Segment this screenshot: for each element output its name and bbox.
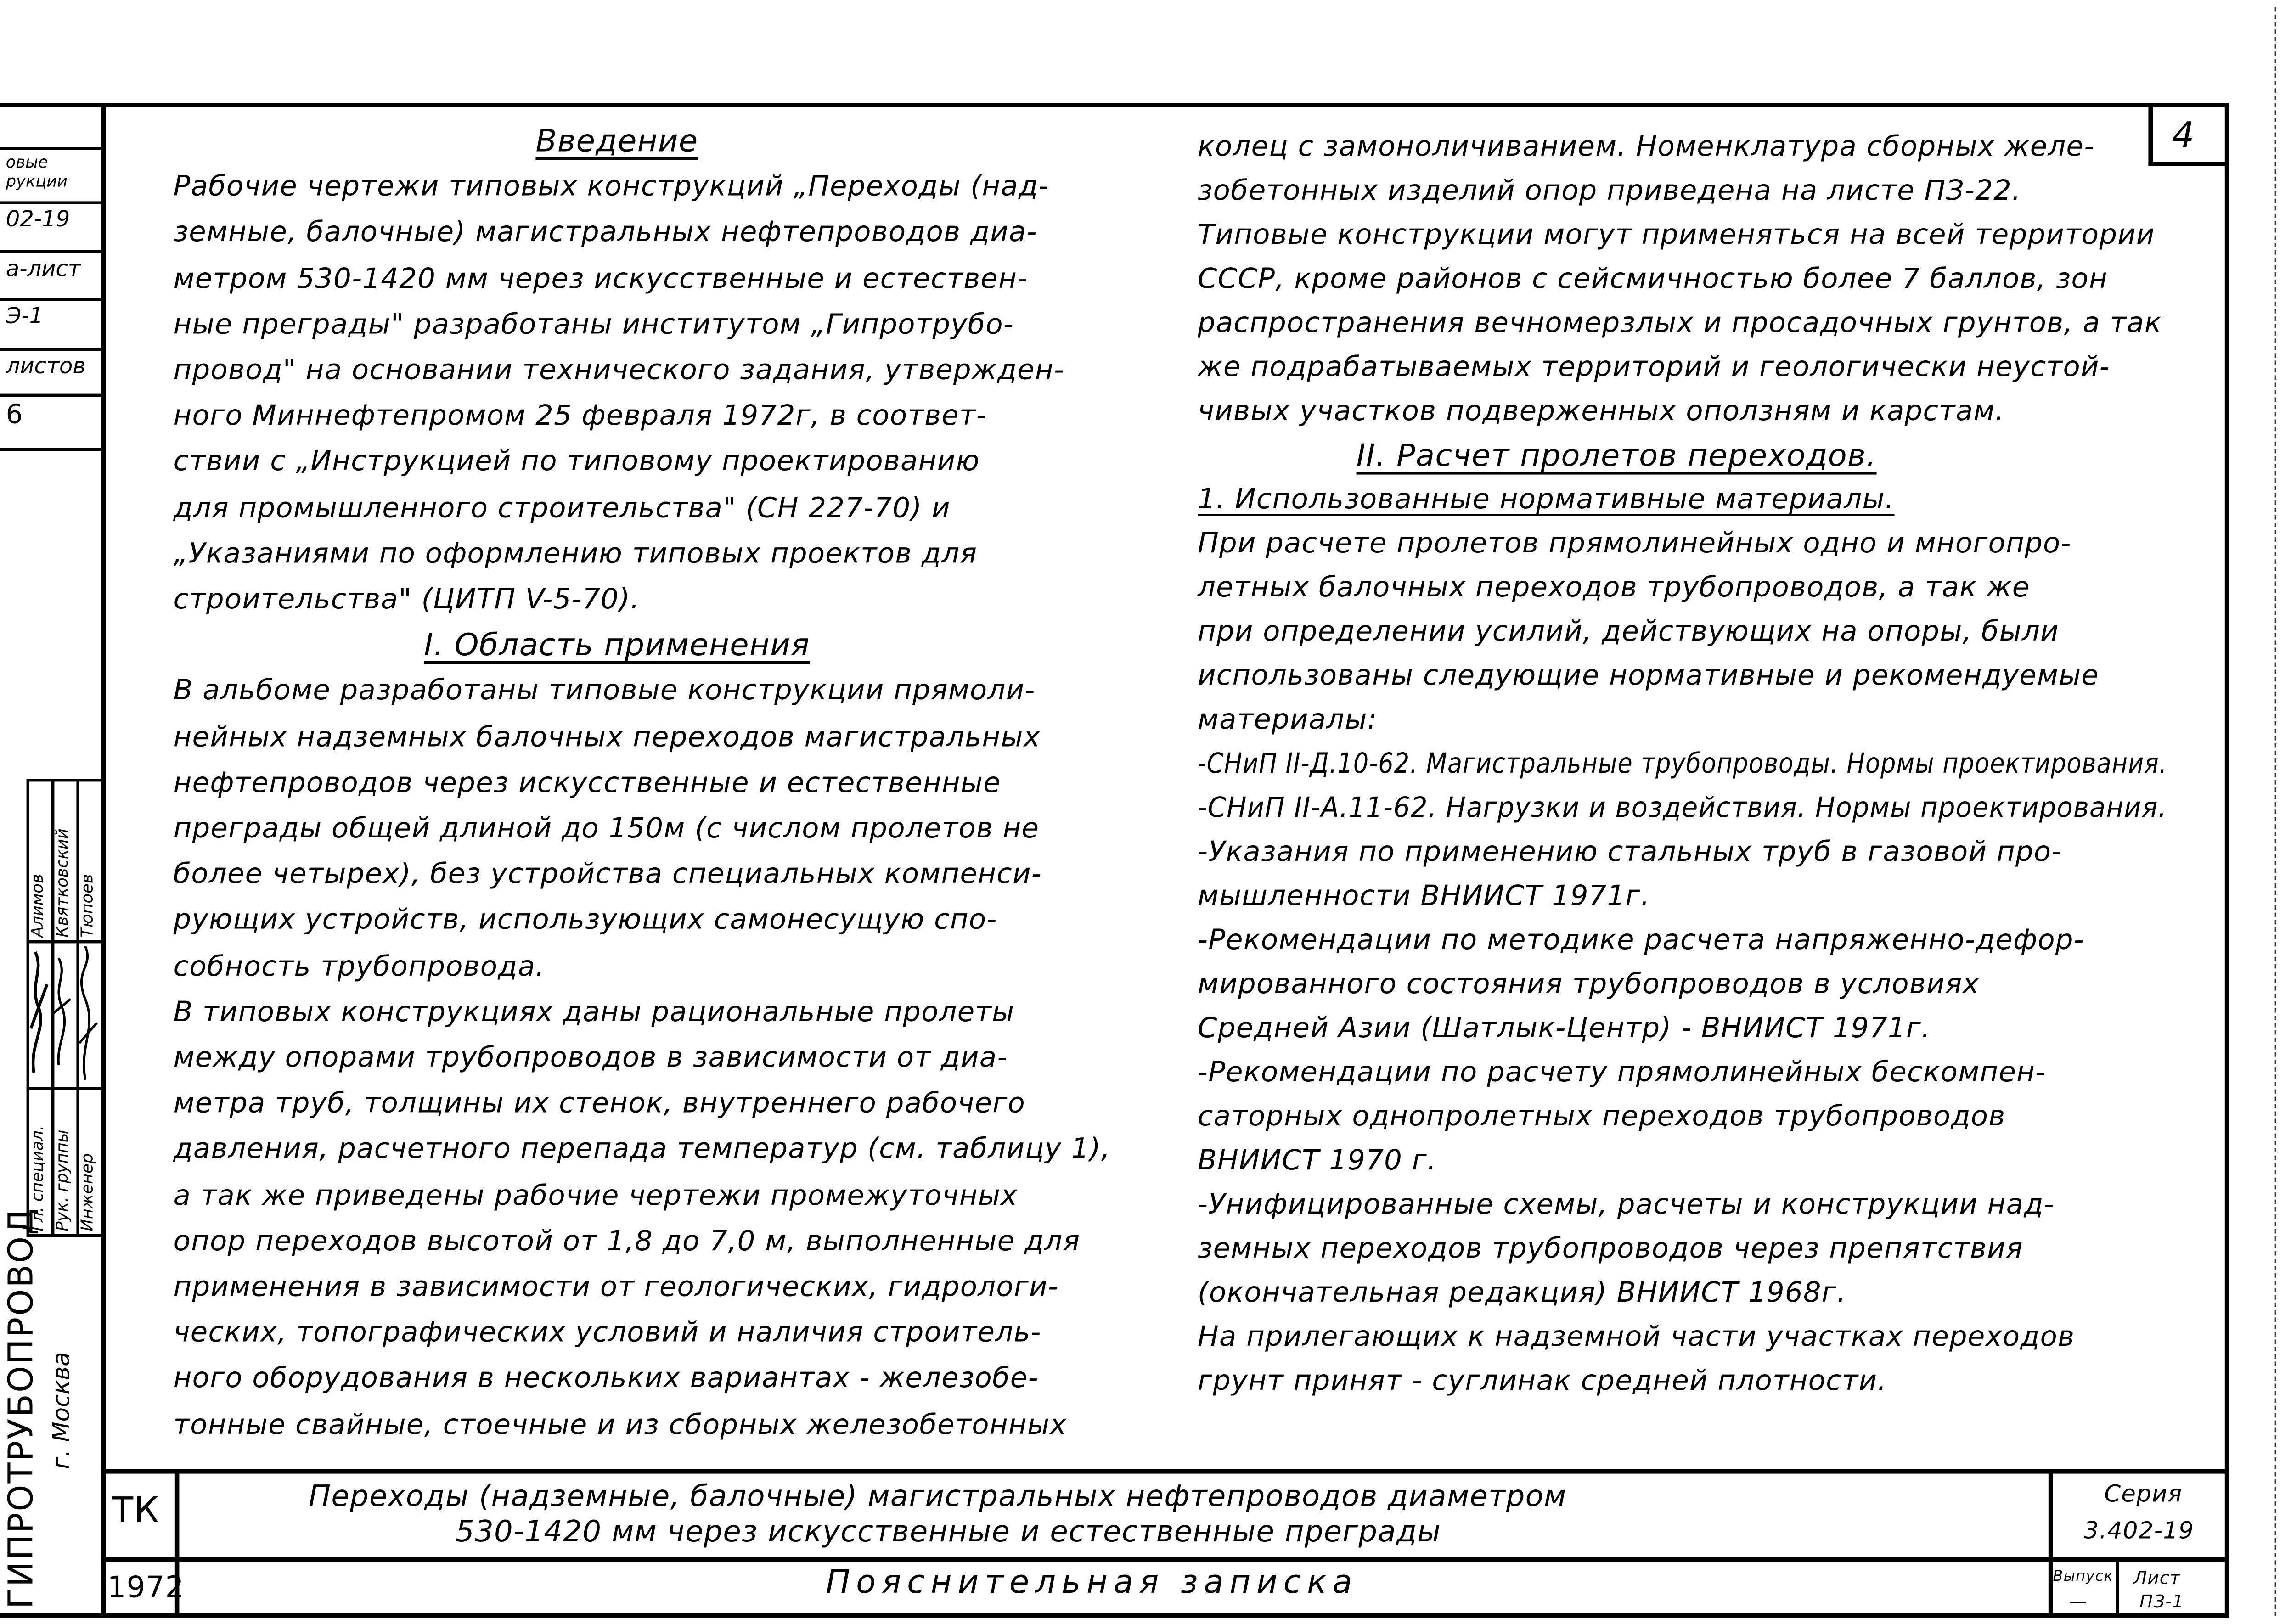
- cut-line: [2275, 7, 2276, 1616]
- margin-cell-line: [0, 201, 103, 203]
- text-line: зобетонных изделий опор приведена на листе ПЗ-22.: [1198, 174, 2021, 208]
- text-line: летных балочных переходов трубопроводов, а так же: [1198, 571, 2030, 604]
- issue-value: —: [2069, 1591, 2088, 1612]
- right-frame-line: [2225, 103, 2229, 1616]
- margin-cell: 02-19: [6, 206, 70, 232]
- text-line: строительства" (ЦИТП V-5-70).: [173, 583, 640, 616]
- section-heading: II. Расчет пролетов переходов.: [1356, 438, 1877, 473]
- text-line: земных переходов трубопроводов через препятствия: [1198, 1232, 2023, 1265]
- title-line-2: 530-1420 мм через искусственные и естественные преграды: [456, 1513, 1441, 1549]
- approval-role: Рук. группы: [53, 1129, 72, 1231]
- series-value: 3.402-19: [2083, 1516, 2195, 1545]
- text-line: „Указаниями по оформлению типовых проектов для: [173, 537, 978, 570]
- organization-name: ГИПРОТРУБОПРОВОД: [3, 1207, 41, 1609]
- section-heading: Введение: [535, 123, 698, 159]
- text-line: мированного состояния трубопроводов в условиях: [1198, 968, 1980, 1001]
- text-line: В альбоме разработаны типовые конструкции прямоли-: [173, 675, 1036, 708]
- sheet-value: ПЗ-1: [2139, 1591, 2184, 1612]
- city-name: г. Москва: [47, 1352, 75, 1469]
- text-line: опор переходов высотой от 1,8 до 7,0 м, выполненные для: [173, 1225, 1081, 1258]
- text-line: нейных надземных балочных переходов магистральных: [173, 720, 1041, 753]
- text-line: ческих, топографических условий и наличия строитель-: [173, 1316, 1041, 1349]
- page-box-line: [2148, 103, 2152, 164]
- margin-cell-line: [0, 394, 103, 396]
- section-heading: I. Область применения: [424, 628, 810, 663]
- title-year: 1972: [107, 1569, 185, 1605]
- margin-cell-line: [0, 250, 103, 252]
- approval-role: Инженер: [78, 1153, 97, 1231]
- text-line: использованы следующие нормативные и рекомендуемые: [1198, 659, 2100, 692]
- approval-name: Тюпоев: [78, 874, 97, 938]
- top-border: [0, 103, 2160, 107]
- text-line: На прилегающих к надземной части участках переходов: [1198, 1321, 2075, 1354]
- table-line: [27, 779, 103, 781]
- text-line: -СНиП II-Д.10-62. Магистральные трубопроводы. Нормы проектирования.: [1198, 747, 2167, 781]
- text-line: ного оборудования в нескольких вариантах - железобе-: [173, 1362, 1039, 1395]
- document-name: Пояснительная записка: [826, 1565, 1358, 1602]
- text-line: для промышленного строительства" (СН 227-70) и: [173, 491, 951, 524]
- text-line: колец с замоноличиванием. Номенклатура сборных желе-: [1198, 130, 2095, 163]
- page-box-line: [2148, 162, 2229, 165]
- table-line: [27, 1087, 103, 1090]
- title-block-line: [2049, 1469, 2052, 1616]
- title-code: ТК: [112, 1489, 160, 1531]
- signatures: [27, 940, 103, 1087]
- text-line: рующих устройств, использующих самонесущую спо-: [173, 904, 997, 937]
- text-line: а так же приведены рабочие чертежи промежуточных: [173, 1179, 1018, 1212]
- text-line: Средней Азии (Шатлык-Центр) - ВНИИСТ 1971г.: [1198, 1012, 1931, 1045]
- approval-name: Квятковский: [53, 828, 72, 938]
- margin-cell-line: [0, 147, 103, 149]
- page-number: 4: [2172, 114, 2195, 156]
- text-line: ствии с „Инструкцией по типовому проектированию: [173, 445, 980, 478]
- margin-cell: листов: [6, 353, 86, 379]
- subsection-heading: 1. Использованные нормативные материалы.: [1198, 483, 1895, 516]
- text-line: -Унифицированные схемы, расчеты и конструкции над-: [1198, 1188, 2055, 1221]
- text-line: же подрабатываемых территорий и геологически неустой-: [1198, 351, 2110, 384]
- text-line: Типовые конструкции могут применяться на всей территории: [1198, 219, 2155, 252]
- text-line: грунт принят - суглинак средней плотности.: [1198, 1365, 1887, 1398]
- top-border-right: [2148, 103, 2229, 107]
- text-line: В типовых конструкциях даны рациональные пролеты: [173, 995, 1015, 1028]
- approval-role: Гл. специал.: [28, 1125, 47, 1231]
- text-line: при определении усилий, действующих на опоры, были: [1198, 615, 2059, 648]
- left-frame-line: [101, 103, 105, 1616]
- text-line: (окончательная редакция) ВНИИСТ 1968г.: [1198, 1276, 1846, 1309]
- text-line: метра труб, толщины их стенок, внутреннего рабочего: [173, 1087, 1026, 1120]
- title-block-line: [101, 1469, 2228, 1473]
- signature-1: [31, 952, 47, 1073]
- text-line: земные, балочные) магистральных нефтепроводов диа-: [173, 216, 1037, 249]
- text-line: ного Миннефтепромом 25 февраля 1972г, в соответ-: [173, 400, 987, 433]
- text-line: саторных однопролетных переходов трубопроводов: [1198, 1100, 2006, 1133]
- text-line: тонные свайные, стоечные и из сборных железобетонных: [173, 1408, 1067, 1441]
- text-line: ные преграды" разработаны институтом „Гипротрубо-: [173, 308, 1014, 341]
- margin-cell: 6: [6, 399, 23, 431]
- text-line: -Рекомендации по расчету прямолинейных бескомпен-: [1198, 1056, 2046, 1089]
- margin-cell: овые рукции: [6, 152, 68, 191]
- text-line: нефтепроводов через искусственные и естественные: [173, 766, 1001, 799]
- margin-cell-line: [0, 298, 103, 301]
- text-line: более четырех), без устройства специальных компенси-: [173, 858, 1042, 891]
- title-line-1: Переходы (надземные, балочные) магистральных нефтепроводов диаметром: [309, 1478, 1567, 1513]
- signature-3: [79, 946, 97, 1080]
- text-line: собность трубопровода.: [173, 950, 545, 983]
- text-line: давления, расчетного перепада температур (см. таблицу 1),: [173, 1133, 1111, 1166]
- text-line: распространения вечномерзлых и просадочных грунтов, а так: [1198, 307, 2162, 340]
- text-line: применения в зависимости от геологических, гидрологи-: [173, 1271, 1059, 1304]
- text-line: материалы:: [1198, 703, 1378, 736]
- text-line: метром 530-1420 мм через искусственные и естествен-: [173, 262, 1028, 295]
- text-line: Рабочие чертежи типовых конструкций „Переходы (над-: [173, 170, 1049, 203]
- signature-2: [53, 958, 70, 1065]
- text-line: При расчете пролетов прямолинейных одно и многопро-: [1198, 527, 2071, 560]
- text-line: -Рекомендации по методике расчета напряженно-дефор-: [1198, 924, 2084, 957]
- text-line: провод" на основании технического задания, утвержден-: [173, 354, 1065, 387]
- title-block-line: [2116, 1557, 2118, 1616]
- margin-cell: Э-1: [6, 303, 44, 329]
- text-line: -Указания по применению стальных труб в газовой про-: [1198, 836, 2062, 869]
- approval-name: Алимов: [28, 874, 47, 938]
- margin-cell-line: [0, 448, 103, 450]
- margin-cell-line: [0, 348, 103, 350]
- text-line: ВНИИСТ 1970 г.: [1198, 1144, 1437, 1177]
- text-line: преграды общей длиной до 150м (с числом пролетов не: [173, 812, 1040, 845]
- margin-cell: а-лист: [6, 255, 81, 282]
- text-line: чивых участков подверженных оползням и карстам.: [1198, 395, 2005, 428]
- text-line: СССР, кроме районов с сейсмичностью более 7 баллов, зон: [1198, 263, 2108, 296]
- series-label: Серия: [2104, 1479, 2183, 1508]
- sheet-label: Лист: [2133, 1568, 2181, 1589]
- issue-label: Выпуск: [2053, 1569, 2114, 1585]
- title-block-line: [101, 1557, 2228, 1561]
- text-line: между опорами трубопроводов в зависимости от диа-: [173, 1041, 1008, 1074]
- text-line: -СНиП II-А.11-62. Нагрузки и воздействия. Нормы проектирования.: [1198, 792, 2167, 825]
- bottom-border: [0, 1613, 2229, 1617]
- text-line: мышленности ВНИИСТ 1971г.: [1198, 880, 1650, 913]
